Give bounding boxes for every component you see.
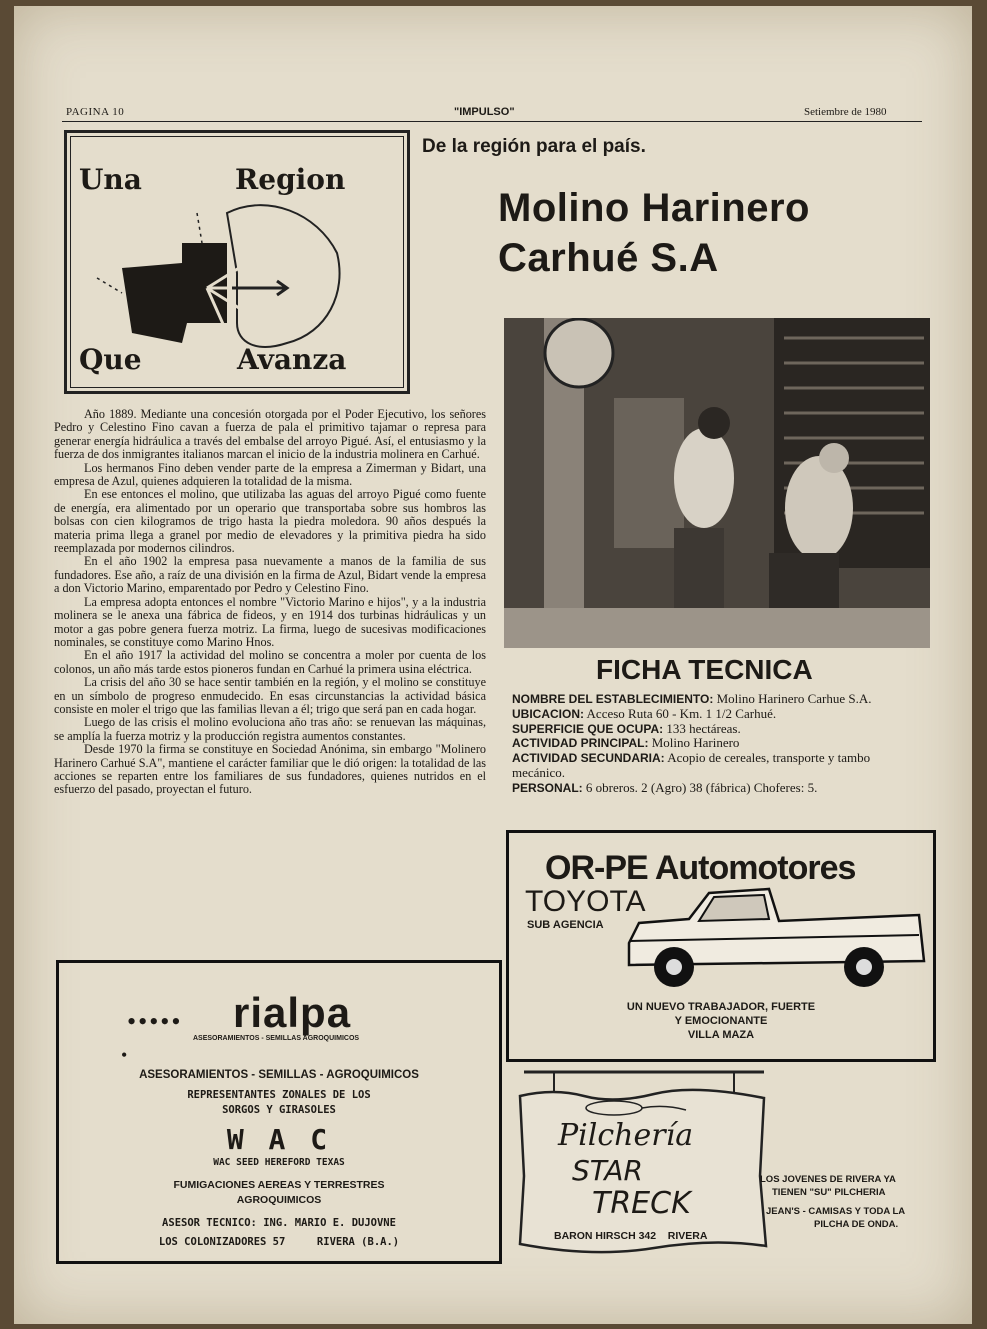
pilch-side2: TIENEN "SU" PILCHERIA <box>772 1187 886 1198</box>
article-paragraph: Los hermanos Fino deben vender parte de la empresa a Zimerman y Bidart, una empresa de Azul, quienes adquieren la totalidad de la misma. <box>54 460 486 489</box>
ficha-row: SUPERFICIE QUE OCUPA: 133 hectáreas. <box>512 720 741 736</box>
ficha-row: ACTIVIDAD PRINCIPAL: Molino Harinero <box>512 735 740 751</box>
orpe-automotores-ad <box>506 830 936 1062</box>
orpe-town: VILLA MAZA <box>687 1029 755 1041</box>
ficha-row: ACTIVIDAD SECUNDARIA: Acopio de cereales, transporte y tambo mecánico. <box>512 750 871 780</box>
pilch-side4: PILCHA DE ONDA. <box>814 1219 899 1230</box>
pickup-truck-icon <box>619 883 929 993</box>
rialpa-line5: AGROQUIMICOS <box>236 1194 322 1206</box>
ficha-table <box>512 692 926 796</box>
region-logo <box>64 130 410 394</box>
issue-date: Setiembre de 1980 <box>804 106 887 118</box>
wac-sub: WAC SEED HEREFORD TEXAS <box>213 1157 345 1168</box>
mill-workers-photo <box>504 318 930 648</box>
hanging-sign-icon <box>514 1066 774 1256</box>
region-map-icon <box>87 193 347 353</box>
toyota-brand: TOYOTA <box>525 885 646 918</box>
header-rule <box>62 121 922 122</box>
rialpa-line3: SORGOS Y GIRASOLES <box>222 1104 336 1116</box>
orpe-slogan1: UN NUEVO TRABAJADOR, FUERTE <box>626 1001 816 1013</box>
article-body <box>54 408 486 797</box>
sub-agencia: SUB AGENCIA <box>527 919 604 931</box>
ficha-row: UBICACION: Acceso Ruta 60 - Km. 1 1/2 Carhué. <box>512 705 777 721</box>
ficha-row: PERSONAL: 6 obreros. 2 (Agro) 38 (fábrica) Choferes: 5. <box>512 779 818 795</box>
pilcheria-star-treck-ad <box>514 1066 934 1266</box>
rialpa-line1: ASESORAMIENTOS - SEMILLAS - AGROQUIMICOS <box>139 1069 419 1081</box>
article-paragraph: La empresa adopta entonces el nombre "Victorio Marino e hijos", y a la industria molinera se le anexa una fábrica de fideos, y en 1914 dos turbinas hidráulicas y un motor a gas pobre genera fuerza motriz. La firma, luego de sucesivas modificaciones nominales, se constituye como Marino Hnos. <box>54 594 486 649</box>
rialpa-dot-icon: • <box>121 1045 128 1065</box>
pilcheria-star: STAR <box>572 1154 643 1187</box>
pilcheria-address: BARON HIRSCH 342 RIVERA <box>554 1230 708 1242</box>
article-paragraph: En ese entonces el molino, que utilizaba las aguas del arroyo Pigué como fuente de energía, era alimentado por un operario que transportaba sobre sus hombros las bolsas con cien kilogramos de trigo hasta la piedra moledora. 90 años después la materia prima llega a granel por medio de elevadores y la primitiva piedra ha sido reemplazada por modernos cilindros. <box>54 487 486 556</box>
orpe-slogan2: Y EMOCIONANTE <box>674 1015 768 1027</box>
ficha-row: NOMBRE DEL ESTABLECIMIENTO: Molino Harinero Carhue S.A. <box>512 691 872 706</box>
ficha-title: FICHA TECNICA <box>596 654 813 685</box>
newspaper-name: "IMPULSO" <box>454 106 515 118</box>
pilch-side1: LOS JOVENES DE RIVERA YA <box>760 1174 896 1185</box>
kicker-headline: De la región para el país. <box>422 136 646 157</box>
wac-logo: W A C <box>226 1123 332 1156</box>
logo-text-avanza: Avanza <box>237 343 347 376</box>
orpe-name: OR-PE Automotores <box>545 849 856 887</box>
page-number: PAGINA 10 <box>66 106 125 118</box>
rialpa-logo-sub: ASESORAMIENTOS - SEMILLAS AGROQUIMICOS <box>193 1035 360 1042</box>
article-paragraph: La crisis del año 30 se hace sentir también en la región, y el molino se constituye en un símbolo de progreso enmudecido. En esas circunstancias la actividad básica consiste en moler el trigo que las familias llevan a él; trigo que será pan en cada hogar. <box>54 675 486 716</box>
logo-text-region: Region <box>235 163 346 196</box>
article-paragraph: Desde 1970 la firma se constituye en Sociedad Anónima, sin embargo "Molinero Harinero Carhué S.A", mantiene el carácter familiar que le dió origen: la totalidad de las acciones se reparten entre los familiares de sus fundadores, quienes nutridos en el esfuerzo del pasado, proyectan el futuro. <box>54 742 486 797</box>
logo-text-que: Que <box>79 343 142 376</box>
rialpa-line7: LOS COLONIZADORES 57 RIVERA (B.A.) <box>158 1236 400 1248</box>
article-paragraph: En el año 1902 la empresa pasa nuevamente a manos de la familia de sus fundadores. Ese año, a raíz de una división en la firma de Azul, Bidart vende la empresa a don Victorio Marino, emparentado por Pedro y Celestino Fino. <box>54 554 486 596</box>
rialpa-dots-icon: ••••• <box>127 1007 183 1036</box>
mill-photo-illustration <box>504 318 930 648</box>
logo-text-una: Una <box>79 163 142 196</box>
rialpa-line6: ASESOR TECNICO: ING. MARIO E. DUJOVNE <box>162 1217 396 1229</box>
main-title-line1: Molino Harinero <box>498 186 810 230</box>
article-paragraph: En el año 1917 la actividad del molino se concentra a moler por cuenta de los colonos, un año más tarde estos pioneros fundan en Carhué la primera usina eléctrica. <box>54 648 486 676</box>
newspaper-page <box>14 6 972 1324</box>
article-paragraph: Luego de las crisis el molino evoluciona año tras año: se renuevan las máquinas, se amplía la fuerza motriz y la producción registra aumentos constantes. <box>54 715 486 743</box>
pilcheria-title: Pilchería <box>558 1118 694 1153</box>
pilcheria-treck: TRECK <box>592 1186 691 1221</box>
rialpa-logo: rialpa <box>233 989 352 1036</box>
rialpa-line4: FUMIGACIONES AEREAS Y TERRESTRES <box>173 1179 385 1191</box>
pilch-side3: JEAN'S - CAMISAS Y TODA LA <box>766 1206 906 1217</box>
rialpa-ad <box>56 960 502 1264</box>
rialpa-line2: REPRESENTANTES ZONALES DE LOS <box>187 1089 371 1101</box>
article-paragraph: Año 1889. Mediante una concesión otorgada por el Poder Ejecutivo, los señores Pedro y Celestino Fino cavan a fuerza de pala el primitivo tajamar o represa para generar energía hidráulica a través del embalse del arroyo Pigué. Así, el entusiasmo y la fuerza de dos inmigrantes italianos marcan el inicio de la industria molinera en Carhué. <box>54 407 486 462</box>
main-title-line2: Carhué S.A <box>498 236 719 280</box>
